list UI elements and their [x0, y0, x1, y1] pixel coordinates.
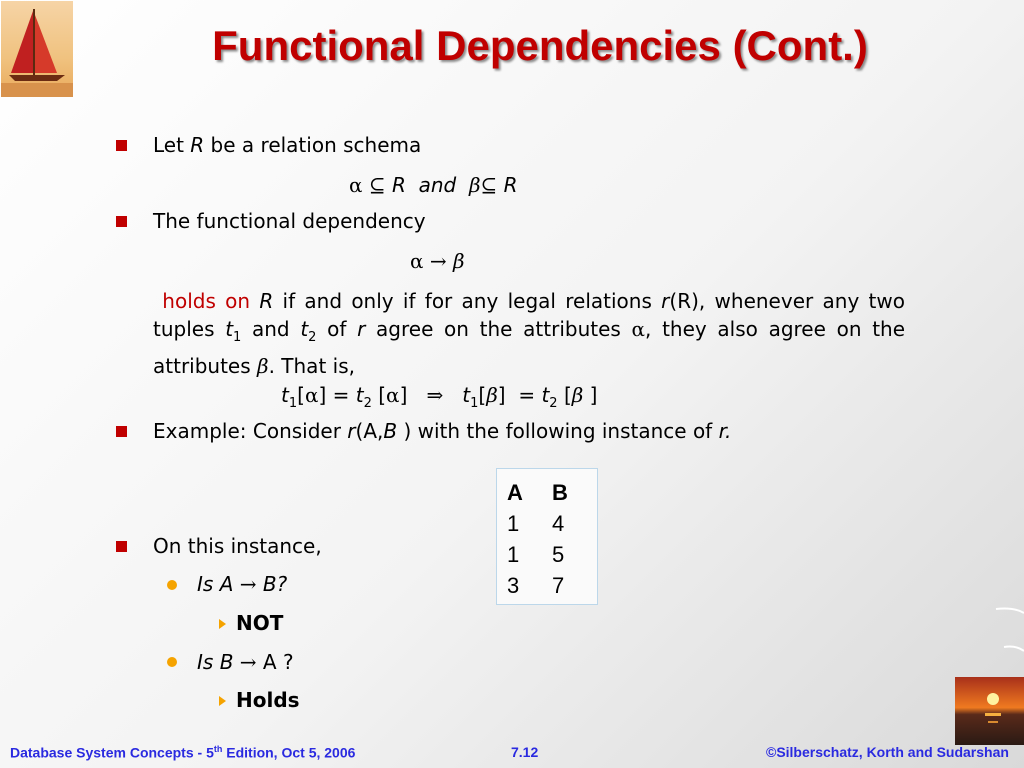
footer-page-number: 7.12 [511, 744, 539, 760]
table-header: B [552, 479, 568, 505]
arrow-marker [219, 619, 226, 629]
bullet-marker [116, 140, 127, 151]
table-header: A [507, 479, 523, 505]
answer-holds: Holds [236, 688, 300, 712]
bullet-example: Example: Consider r(A,B ) with the following instance of r. [153, 419, 732, 443]
table-cell: 4 [552, 510, 565, 536]
table-row [507, 508, 597, 539]
table-header-row [507, 477, 597, 508]
table-cell: 7 [552, 572, 565, 598]
table-row [507, 570, 597, 601]
bullet-let-r: Let R be a relation schema [153, 133, 422, 157]
bullet-functional-dependency: The functional dependency [153, 209, 426, 233]
table-cell: 1 [507, 510, 520, 536]
instance-table [496, 468, 598, 605]
bullet-marker [116, 426, 127, 437]
answer-not: NOT [236, 611, 284, 635]
arrow-marker [219, 696, 226, 706]
table-cell: 1 [507, 541, 520, 567]
footer-book-title: Database System Concepts - 5th Edition, Oct 5, 2006 [10, 744, 356, 761]
tuple-formula: $t_1[\alpha] = t_2$ [α] ⇒ $t_1[\beta] = t_2$ [β ] [281, 383, 598, 411]
table-cell: 5 [552, 541, 565, 567]
footer-copyright: ©Silberschatz, Korth and Sudarshan [766, 744, 1009, 760]
table-cell: 3 [507, 572, 520, 598]
fd-formula: α → β [410, 249, 465, 273]
bullet-marker [116, 541, 127, 552]
sub-bullet-marker [167, 657, 177, 667]
sub-bullet-b-to-a: Is B → A ? [197, 650, 294, 674]
slide-title: Functional Dependencies (Cont.) [212, 22, 868, 69]
sub-bullet-a-to-b: Is A → B? [197, 572, 288, 596]
sunset-image [955, 677, 1024, 745]
table-row [507, 539, 597, 570]
bullet-on-this-instance: On this instance, [153, 534, 322, 558]
bullet-marker [116, 216, 127, 227]
subset-formula: α ⊆ R and β⊆ R [349, 173, 518, 197]
holds-definition: holds on R if and only if for any legal relations r(R), whenever any two tuples $t_1$ and $t_2$ of r agree on the attributes α, they also agree on the attributes β. That is, [153, 289, 906, 378]
sub-bullet-marker [167, 580, 177, 590]
